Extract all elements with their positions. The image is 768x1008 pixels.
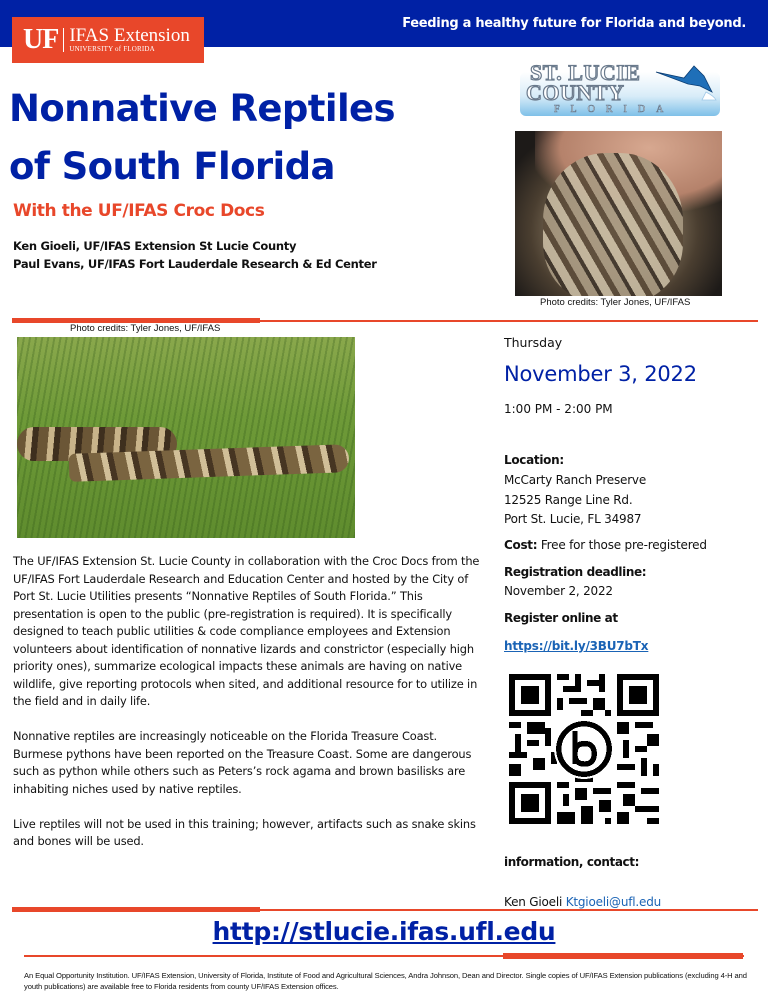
event-date: November 3, 2022 xyxy=(504,362,697,386)
python-in-grass-photo xyxy=(17,337,355,538)
description-paragraph-3: Live reptiles will not be used in this training; however, artifacts such as snake skins and bones will be used. xyxy=(13,816,476,848)
presenter-2: Paul Evans, UF/IFAS Fort Lauderdale Research & Ed Center xyxy=(13,257,377,271)
contact-email-link[interactable]: Ktgioeli@ufl.edu xyxy=(565,895,662,909)
page-title xyxy=(9,80,395,196)
location-line-2: 12525 Range Line Rd. xyxy=(504,492,633,507)
tagline: Feeding a healthy future for Florida and beyond. xyxy=(402,16,746,31)
photo-credit-grass: Photo credits: Tyler Jones, UF/IFAS xyxy=(70,323,221,334)
equal-opportunity-disclaimer: An Equal Opportunity Institution. UF/IFAS Extension, University of Florida, Institute of Food and Agricultural Sciences, Andra Johnson, Dean and Director. Single copies of UF/IFAS Extension publications (excluding 4-H and youth publications) are available free to Florida residents from county UF/IFAS Extension offices. xyxy=(24,971,747,991)
python-head-photo xyxy=(515,131,722,296)
event-day: Thursday xyxy=(504,335,563,350)
register-link[interactable]: https://bit.ly/3BU7bTx xyxy=(504,639,649,653)
description-paragraph-2: Nonnative reptiles are increasingly noticeable on the Florida Treasure Coast. Burmese pythons have been reported on the Treasure Coast. Some are dangerous such as python while others such as Peters’s rock agama and brown basilisks are inhabiting niches used by native reptiles. xyxy=(13,729,472,796)
photo-credit-head: Photo credits: Tyler Jones, UF/IFAS xyxy=(540,297,691,308)
st-lucie-county-logo xyxy=(520,58,720,120)
description xyxy=(13,553,483,868)
register-label: Register online at xyxy=(504,611,618,625)
snake-head-shape xyxy=(543,153,683,296)
contact-line xyxy=(504,895,661,909)
sailfish-icon xyxy=(654,62,718,102)
website-link[interactable]: http://stlucie.ifas.ufl.edu xyxy=(212,917,556,946)
event-time: 1:00 PM - 2:00 PM xyxy=(504,402,613,416)
logo-text xyxy=(69,26,190,54)
location-line-3: Port St. Lucie, FL 34987 xyxy=(504,512,642,526)
location-line-1: McCarty Ranch Preserve xyxy=(504,473,647,487)
logo-line-2: UNIVERSITY of FLORIDA xyxy=(69,45,155,53)
presenter-1: Ken Gioeli, UF/IFAS Extension St Lucie County xyxy=(13,239,297,253)
location-address xyxy=(504,471,646,530)
contact-name: Ken Gioeli xyxy=(504,895,566,909)
county-logo-line-2: COUNTY xyxy=(526,80,625,105)
deadline-label: Registration deadline: xyxy=(504,565,647,579)
logo-line-1: IFAS Extension xyxy=(69,25,190,46)
title-line-1: Nonnative Reptiles xyxy=(9,87,395,130)
presenters xyxy=(13,237,377,273)
uf-mark: UF xyxy=(23,24,59,55)
logo-divider xyxy=(63,28,64,52)
footer-divider-accent-2 xyxy=(503,953,743,959)
qr-code-icon[interactable] xyxy=(509,674,659,824)
cost xyxy=(504,538,707,552)
contact-label: information, contact: xyxy=(504,855,639,869)
location-label: Location: xyxy=(504,453,564,467)
subtitle: With the UF/IFAS Croc Docs xyxy=(13,201,265,221)
cost-value: Free for those pre-registered xyxy=(537,538,707,552)
uf-ifas-extension-logo xyxy=(12,17,204,63)
cost-label: Cost: xyxy=(504,538,538,552)
county-logo-line-3: FLORIDA xyxy=(554,104,675,115)
description-paragraph-1: The UF/IFAS Extension St. Lucie County in collaboration with the Croc Docs from the UF/IFAS Fort Lauderdale Research and Education Center and hosted by the City of Port St. Lucie Utilities presents “Nonnative Reptiles of South Florida.” This presentation is open to the public (pre-registration is required). It is specifically designed to teach public utilities & code compliance employees and Extension volunteers about identification of nonnative lizards and constrictor (especially high priority ones), summarize ecological impacts these animals are having on native wildlife, give reporting protocols when sited, and additional resource for to utilize in the field and in daily life. xyxy=(13,554,480,708)
county-logo-line-1: ST. LUCIE xyxy=(530,60,641,85)
footer-divider-accent xyxy=(12,907,260,912)
deadline-value: November 2, 2022 xyxy=(504,584,613,598)
title-line-2: of South Florida xyxy=(9,145,335,188)
